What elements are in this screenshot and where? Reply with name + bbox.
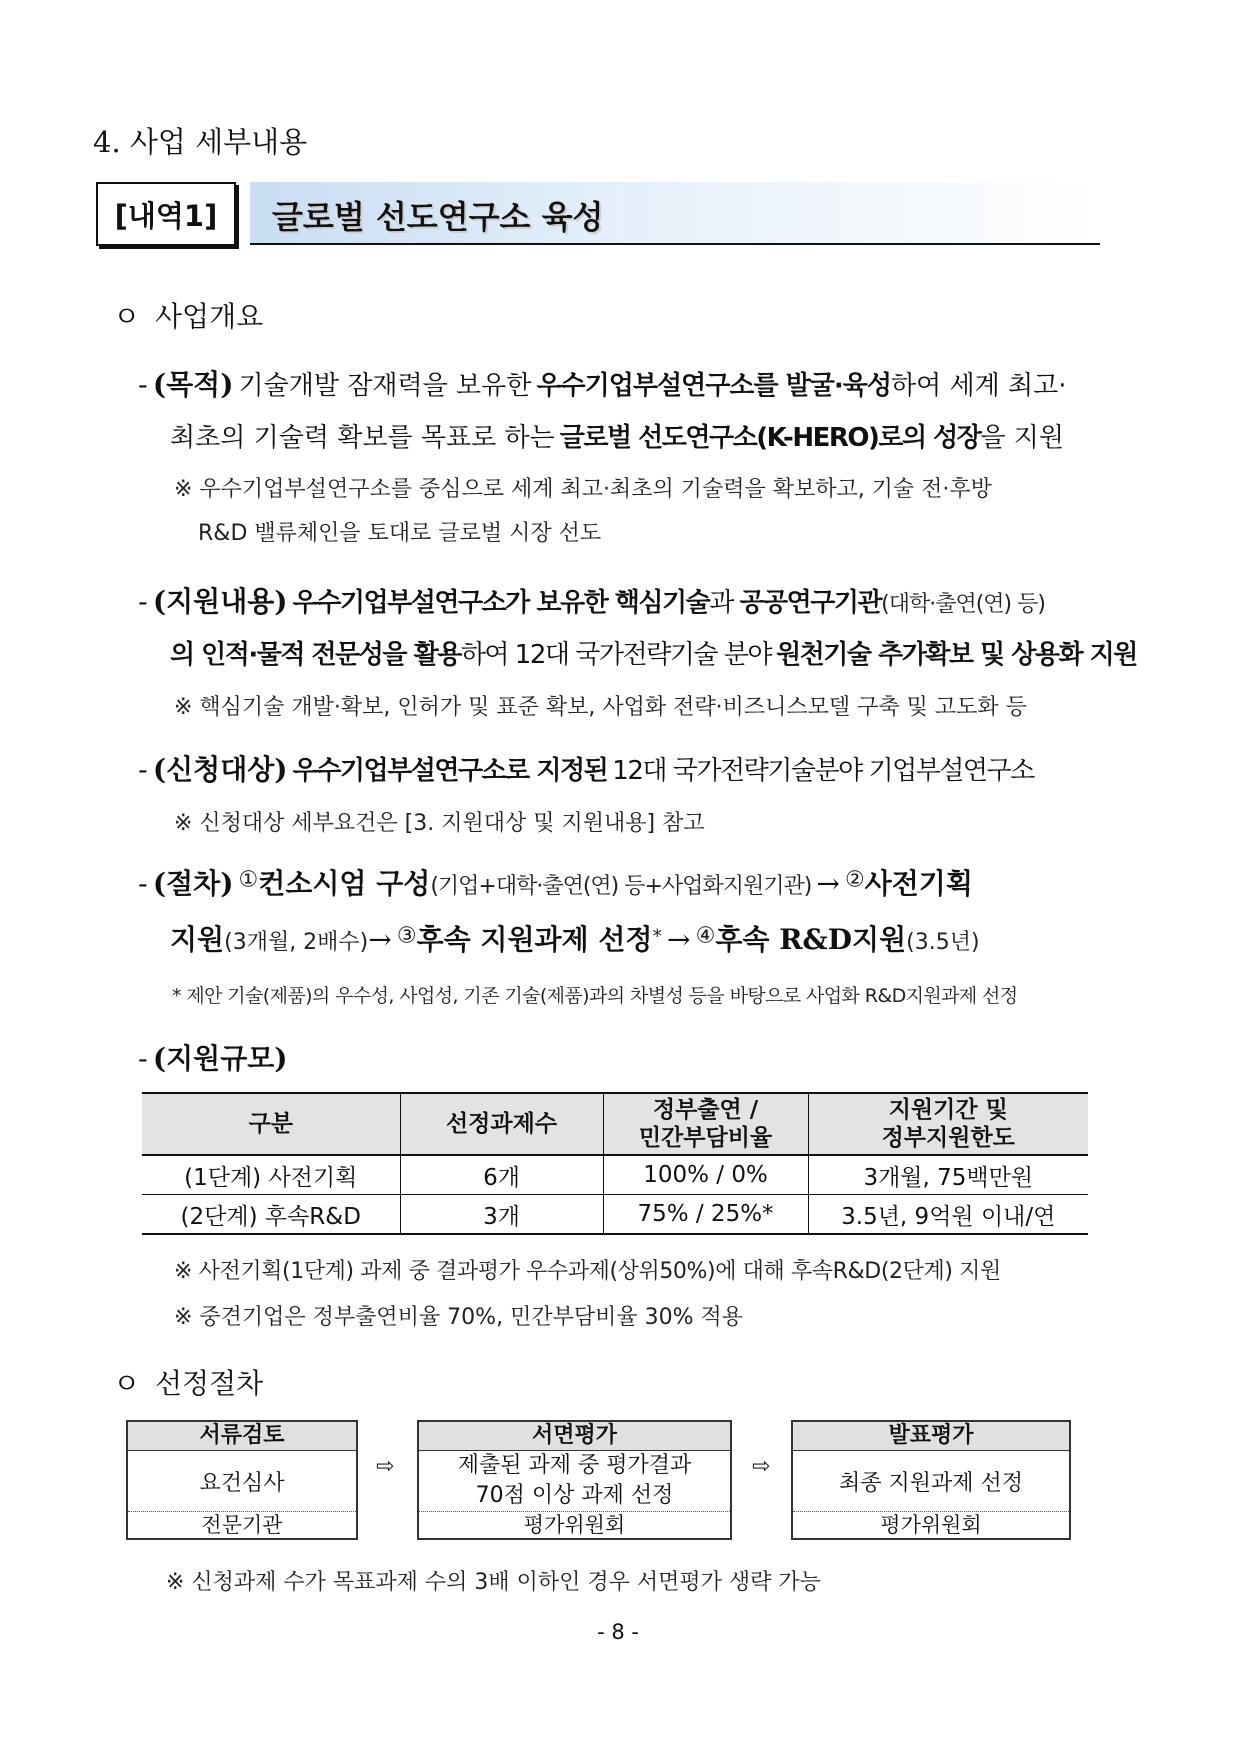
- step3-footnote-mark: *: [652, 925, 662, 948]
- process-step-presentation-evaluation: [791, 1420, 1071, 1540]
- table-header: [400, 1093, 603, 1155]
- support-text-a: 우수기업부설연구소가 보유한 핵심기술: [292, 588, 710, 618]
- table-cell: (1단계) 사전기획: [142, 1155, 400, 1195]
- dash: -: [138, 755, 148, 786]
- table-row: [142, 1155, 1088, 1195]
- process-step-footer: 전문기관: [201, 1513, 283, 1537]
- procedure-line2: [170, 918, 980, 958]
- selection-note: ※ 신청과제 수가 목표과제 수의 3배 이하인 경우 서면평가 생략 가능: [166, 1570, 821, 1595]
- arrow-icon: →: [816, 867, 840, 900]
- table-cell: 75% / 25%*: [603, 1195, 808, 1235]
- dash: -: [138, 1044, 148, 1075]
- step1-detail: (기업+대학·출연(연) 등+사업화지원기관): [430, 874, 812, 899]
- support-text-d: (대학·출연(연) 등): [881, 592, 1045, 617]
- table-cell: 100% / 0%: [603, 1155, 808, 1195]
- procedure-footnote: * 제안 기술(제품)의 우수성, 사업성, 기존 기술(제품)과의 차별성 등을 바탕으로 사업화 R&D지원과제 선정: [172, 985, 1018, 1007]
- purpose-line2: [170, 417, 1064, 454]
- scale-line: [138, 1037, 288, 1077]
- scale-note-2: ※ 중견기업은 정부출연비율 70%, 민간부담비율 30% 적용: [174, 1305, 743, 1330]
- support-scale-table: [142, 1092, 1088, 1235]
- overview-bullet: ㅇ: [113, 300, 141, 333]
- purpose-text-b: 우수기업부설연구소를 발굴·육성: [536, 371, 891, 401]
- right-arrow-icon: ⇨: [376, 1454, 395, 1479]
- table-cell: (2단계) 후속R&D: [142, 1195, 400, 1235]
- table-row: [142, 1195, 1088, 1235]
- scale-label: (지원규모): [152, 1042, 288, 1075]
- purpose-note-line2: R&D 밸류체인을 토대로 글로벌 시장 선도: [198, 521, 602, 546]
- scale-note-1: ※ 사전기획(1단계) 과제 중 결과평가 우수과제(상위50%)에 대해 후속R&D(2단계) 지원: [174, 1259, 1001, 1284]
- purpose-text-a: 기술개발 잠재력을 보유한: [238, 371, 532, 401]
- arrow-icon: →: [368, 923, 392, 956]
- table-cell: 3개월, 75백만원: [808, 1155, 1088, 1195]
- header-text: 정부출연 /: [652, 1097, 759, 1123]
- process-step-footer: 평가위원회: [523, 1513, 626, 1537]
- step2-text-b: 지원: [170, 923, 225, 956]
- header-text: 민간부담비율: [638, 1125, 773, 1151]
- procedure-line1: [138, 862, 973, 902]
- support-note: ※ 핵심기술 개발·확보, 인허가 및 표준 확보, 사업화 전략·비즈니스모델 구축 및 고도화 등: [174, 695, 1027, 720]
- header-text: 구분: [248, 1111, 293, 1137]
- step1-number: ①: [238, 867, 259, 893]
- table-header-row: [142, 1093, 1088, 1155]
- support-text-e: 의 인적·물적 전문성을 활용: [170, 640, 461, 670]
- step2-detail: (3개월, 2배수): [224, 930, 369, 955]
- purpose-text-d: 최초의 기술력 확보를 목표로 하는: [170, 423, 555, 453]
- support-label: (지원내용): [152, 585, 288, 618]
- target-label: (신청대상): [152, 753, 288, 786]
- process-step-header: 서류검토: [128, 1422, 356, 1451]
- step2-text-a: 사전기획: [864, 867, 973, 900]
- support-text-f: 하여 12대 국가전략기술 분야: [460, 640, 771, 670]
- process-step-written-evaluation: [417, 1420, 732, 1540]
- process-step-main: [419, 1451, 730, 1512]
- step4-text: 후속 R&D지원: [715, 923, 907, 956]
- dash: -: [138, 587, 148, 618]
- dash: -: [138, 869, 148, 900]
- selection-bullet: ㅇ: [113, 1367, 141, 1400]
- process-step-main-line: 70점 이상 과제 선정: [475, 1483, 674, 1508]
- table-cell: 3.5년, 9억원 이내/연: [808, 1195, 1088, 1235]
- heading-title: 글로벌 선도연구소 육성: [272, 198, 604, 236]
- table-header: [603, 1093, 808, 1155]
- purpose-text-c: 하여 세계 최고·: [891, 371, 1067, 401]
- purpose-label: (목적): [152, 368, 234, 401]
- selection-title: 선정절차: [155, 1367, 264, 1400]
- page-number: - 8 -: [597, 1620, 639, 1644]
- header-text: 정부지원한도: [881, 1125, 1015, 1151]
- dash: -: [138, 370, 148, 401]
- target-line: [138, 748, 1034, 788]
- target-text-a: 우수기업부설연구소로 지정된: [292, 756, 608, 786]
- process-step-main-line: 제출된 과제 중 평가결과: [457, 1453, 692, 1478]
- support-text-b: 과: [709, 588, 735, 618]
- target-text-b: 12대 국가전략기술분야 기업부설연구소: [612, 756, 1034, 786]
- support-line1: [138, 580, 1045, 620]
- process-step-header: 발표평가: [793, 1422, 1069, 1451]
- step2-number: ②: [844, 867, 865, 893]
- header-text: 지원기간 및: [888, 1097, 1008, 1123]
- target-note: ※ 신청대상 세부요건은 [3. 지원대상 및 지원내용] 참고: [174, 811, 705, 836]
- procedure-label: (절차): [152, 867, 234, 900]
- process-step-footer: 평가위원회: [880, 1513, 982, 1537]
- purpose-text-e: 글로벌 선도연구소(K-HERO)로의 성장: [559, 423, 981, 453]
- process-step-main: 요건심사: [128, 1451, 356, 1512]
- support-text-g: 원천기술 추가확보 및 상용화 지원: [776, 640, 1137, 670]
- process-step-header: 서면평가: [419, 1422, 730, 1451]
- header-text: 선정과제수: [445, 1111, 558, 1137]
- table-header: [142, 1093, 400, 1155]
- step3-number: ③: [396, 923, 417, 949]
- step1-text: 컨소시엄 구성: [258, 867, 431, 900]
- purpose-text-f: 을 지원: [980, 423, 1064, 453]
- overview-title: 사업개요: [155, 300, 264, 333]
- step4-detail: (3.5년): [906, 930, 980, 955]
- table-header: [808, 1093, 1088, 1155]
- table-cell: 3개: [400, 1195, 603, 1235]
- step3-text: 후속 지원과제 선정: [416, 923, 653, 956]
- right-arrow-icon: ⇨: [752, 1454, 771, 1479]
- table-cell: 6개: [400, 1155, 603, 1195]
- item-tag-box: [내역1]: [96, 182, 236, 246]
- purpose-note-line1: ※ 우수기업부설연구소를 중심으로 세계 최고·최초의 기술력을 확보하고, 기술 전·후방: [174, 477, 992, 502]
- purpose-line1: [138, 363, 1067, 403]
- support-line2: [170, 634, 1137, 671]
- support-text-c: 공공연구기관: [739, 588, 882, 618]
- step4-number: ④: [695, 923, 716, 949]
- section-title: 4. 사업 세부내용: [93, 125, 308, 159]
- process-step-main: 최종 지원과제 선정: [793, 1451, 1069, 1512]
- process-step-document-review: [126, 1420, 358, 1540]
- arrow-icon: →: [667, 923, 691, 956]
